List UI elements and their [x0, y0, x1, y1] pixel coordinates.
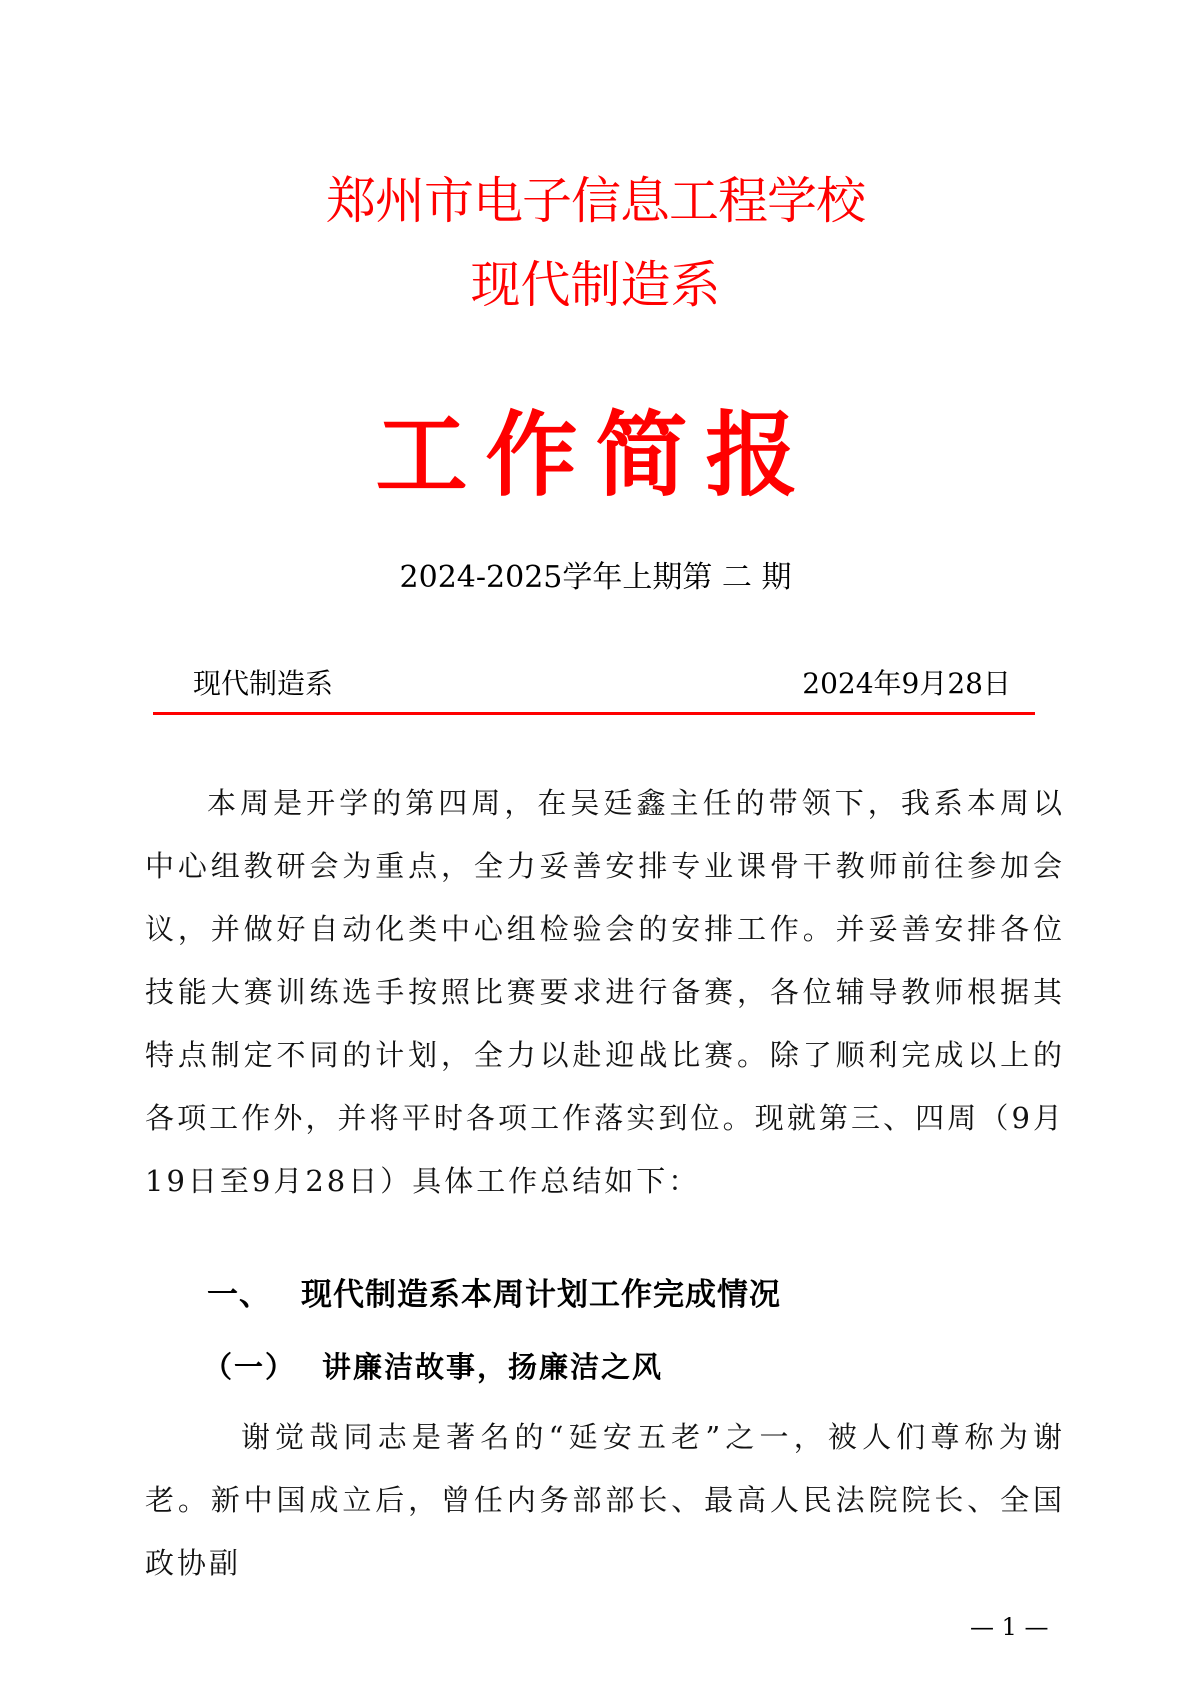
- subsection-number: （一）: [203, 1350, 297, 1384]
- issue-number: 2024-2025学年上期第 二 期: [399, 560, 792, 595]
- subsection-heading: [203, 1345, 663, 1389]
- school-name: 郑州市电子信息工程学校: [326, 172, 865, 230]
- body-paragraph: 谢觉哉同志是著名的“延安五老”之一，被人们尊称为谢老。新中国成立后，曾任内务部部长、最高人民法院院长、全国政协副: [145, 1420, 1065, 1580]
- intro-paragraph: 本周是开学的第四周，在吴廷鑫主任的带领下，我系本周以中心组教研会为重点，全力妥善安排专业课骨干教师前往参加会议，并做好自动化类中心组检验会的安排工作。并妥善安排各位技能大赛训练选手按照比赛要求进行备赛，各位辅导教师根据其特点制定不同的计划，全力以赴迎战比赛。除了顺利完成以上的各项工作外，并将平时各项工作落实到位。现就第三、四周（9月19日至9月28日）具体工作总结如下：: [145, 786, 1065, 1198]
- header-divider: [153, 712, 1035, 715]
- issue-date: 2024年9月28日: [802, 667, 1011, 700]
- page-number: — 1 —: [970, 1613, 1049, 1641]
- issuer: 现代制造系: [193, 667, 334, 700]
- publication-title: 工作简报: [375, 401, 816, 509]
- subsection-title: 讲廉洁故事，扬廉洁之风: [322, 1350, 664, 1384]
- section-heading: [207, 1273, 781, 1317]
- department-title: 现代制造系: [470, 256, 721, 314]
- section-number: 一、: [207, 1277, 271, 1313]
- section-title: 现代制造系本周计划工作完成情况: [301, 1277, 781, 1313]
